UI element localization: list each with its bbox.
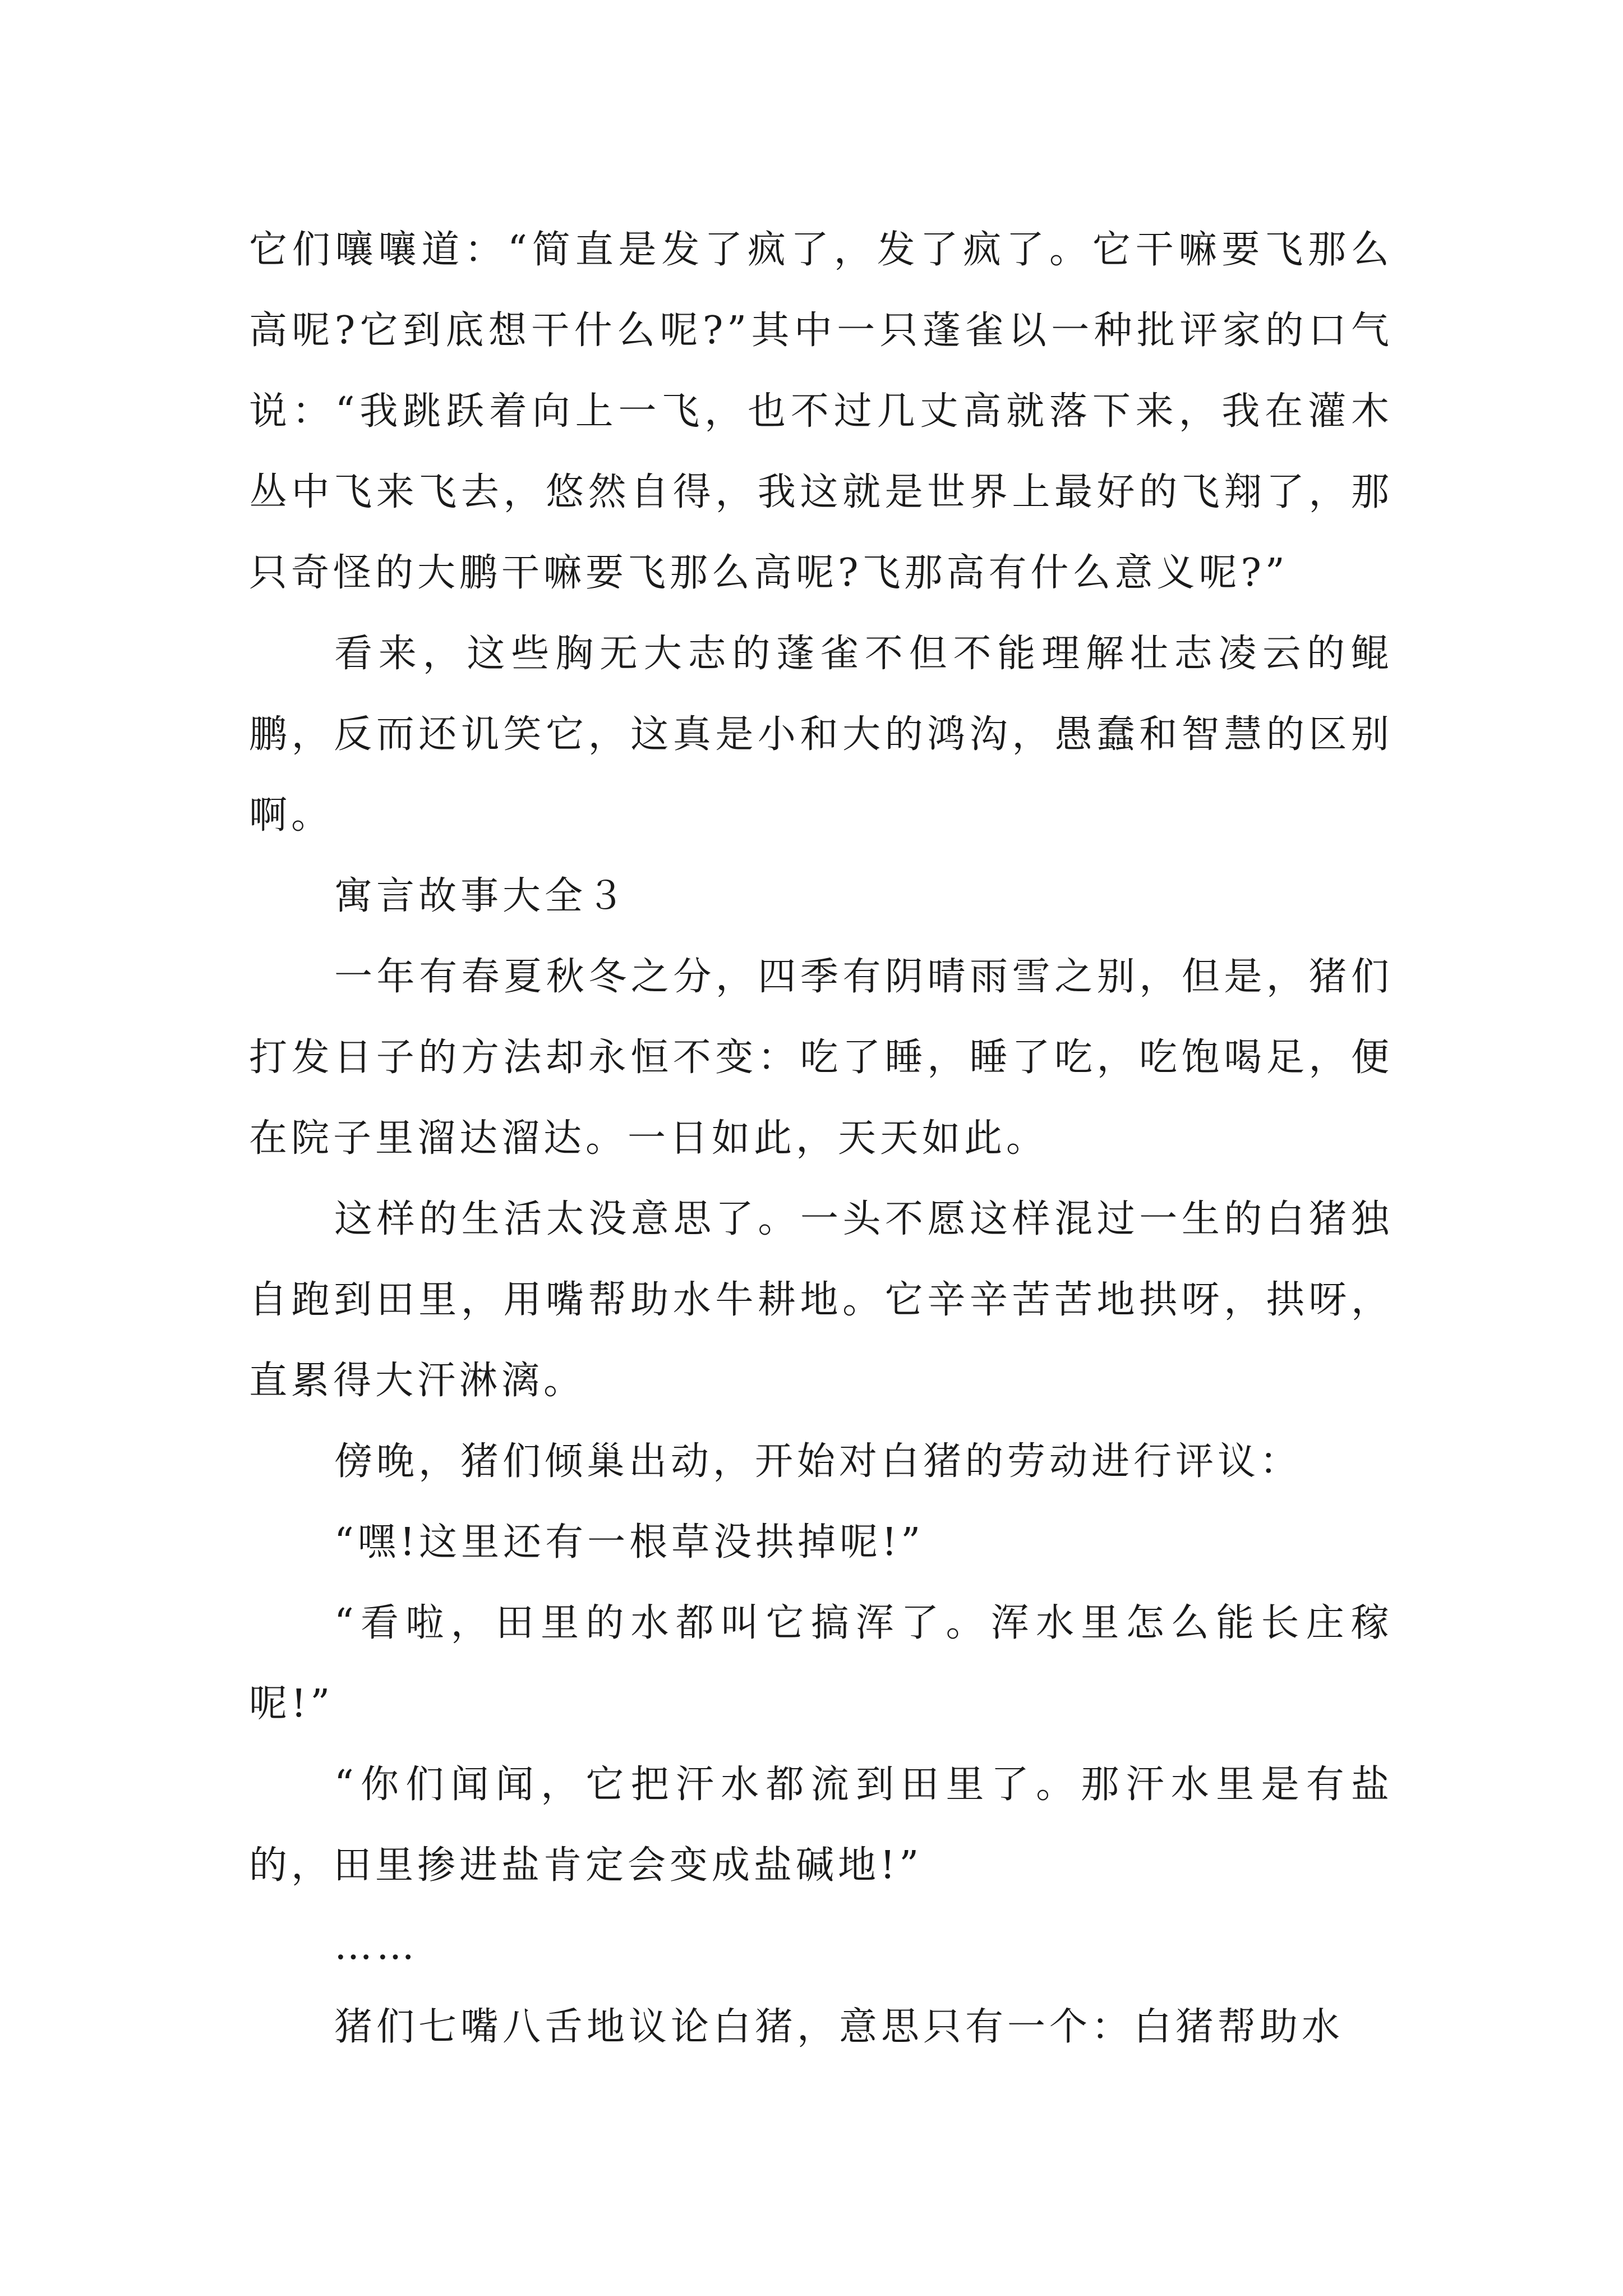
- paragraph-1: 它们嚷嚷道：“简直是发了疯了，发了疯了。它干嘛要飞那么高呢?它到底想干什么呢?”其中一只蓬雀以一种批评家的口气说：“我跳跃着向上一飞，也不过几丈高就落下来，我在灌木丛中飞来飞去，悠然自得，我这就是世界上最好的飞翔了，那只奇怪的大鹏干嘛要飞那么高呢?飞那高有什么意义呢?”: [249, 228, 1394, 595]
- paragraph-4: 这样的生活太没意思了。一头不愿这样混过一生的白猪独自跑到田里，用嘴帮助水牛耕地。它辛辛苦苦地拱呀，拱呀，直累得大汗淋漓。: [249, 1197, 1393, 1403]
- document-body: [249, 210, 1393, 2068]
- paragraph-3: 一年有春夏秋冬之分，四季有阴晴雨雪之别，但是，猪们打发日子的方法却永恒不变：吃了睡，睡了吃，吃饱喝足，便在院子里溜达溜达。一日如此，天天如此。: [249, 955, 1393, 1161]
- paragraph-6: “嘿!这里还有一根草没拱掉呢!”: [334, 1520, 925, 1565]
- section-heading: 寓言故事大全３: [334, 874, 629, 918]
- paragraph-9: 猪们七嘴八舌地议论白猪，意思只有一个：白猪帮助水: [334, 2005, 1344, 2049]
- paragraph-2: 看来，这些胸无大志的蓬雀不但不能理解壮志凌云的鲲鹏，反而还讥笑它，这真是小和大的鸿沟，愚蠢和智慧的区别啊。: [249, 632, 1393, 838]
- paragraph-7: “看啦，田里的水都叫它搞浑了。浑水里怎么能长庄稼呢!”: [249, 1601, 1393, 1726]
- ellipsis-line: ……: [334, 1924, 418, 1968]
- paragraph-8: “你们闻闻，它把汗水都流到田里了。那汗水里是有盐的，田里掺进盐肯定会变成盐碱地!”: [249, 1763, 1393, 1888]
- paragraph-5: 傍晚，猪们倾巢出动，开始对白猪的劳动进行评议：: [334, 1439, 1302, 1484]
